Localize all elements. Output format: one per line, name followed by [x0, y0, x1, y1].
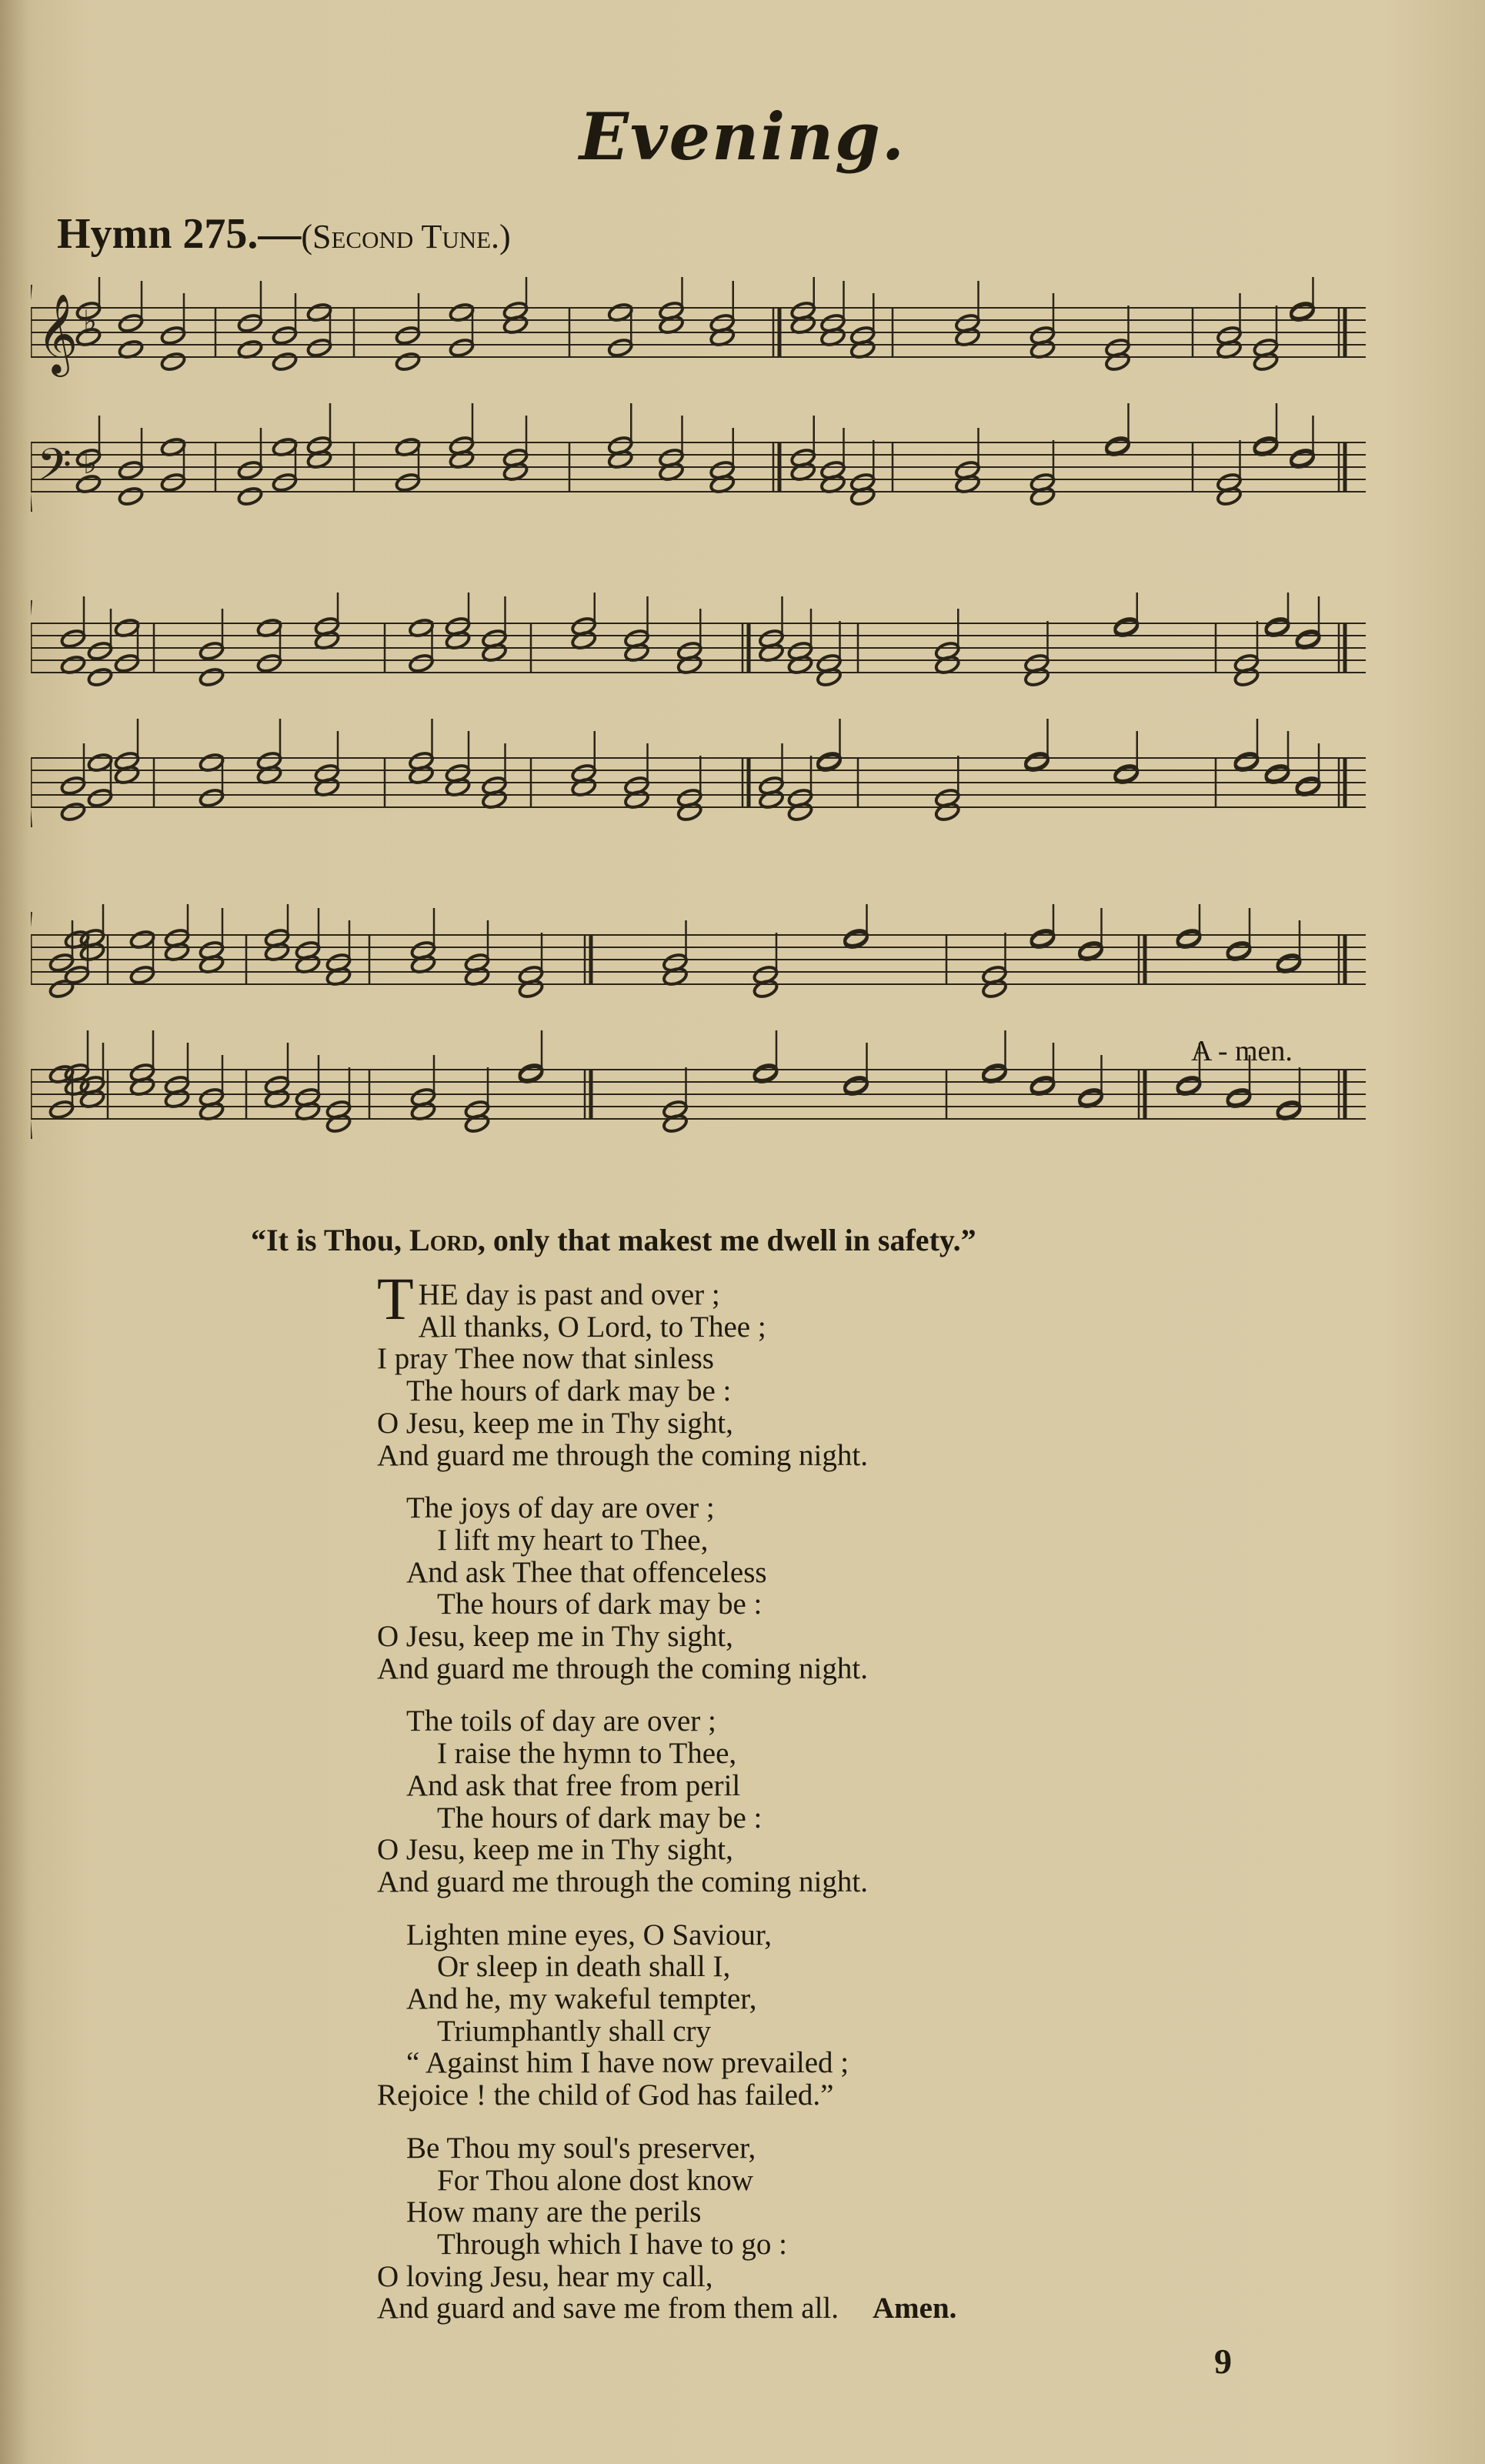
verse-line: And guard me through the coming night.: [377, 1865, 868, 1898]
stanza: [377, 1705, 1223, 1898]
music-system-1: [31, 277, 1373, 531]
note-head: [118, 312, 144, 333]
note-head: [256, 653, 282, 673]
tune-label: (Second Tune.): [301, 218, 511, 255]
epigraph-prefix: “It is Thou,: [251, 1223, 410, 1257]
verse-line: I lift my heart to Thee,: [437, 1523, 709, 1557]
verse-line: Or sleep in death shall I,: [437, 1950, 731, 1984]
note-head: [272, 351, 298, 372]
verse-line: For Thou alone dost know: [437, 2163, 753, 2197]
verse-line: And ask Thee that offenceless: [406, 1555, 767, 1589]
verse-line: Rejoice ! the child of God has failed.”: [377, 2078, 834, 2112]
note-head: [87, 666, 113, 687]
verse-line: And guard me through the coming night.: [377, 1651, 868, 1685]
note-head: [60, 628, 86, 649]
treble-clef-icon: 𝄞: [37, 293, 78, 374]
note-head: [60, 775, 86, 796]
verse-line: The hours of dark may be :: [406, 1374, 732, 1408]
verse-line: Lighten mine eyes, O Saviour,: [406, 1918, 773, 1952]
score-staves-1: [31, 277, 1373, 531]
note-head: [395, 325, 421, 346]
verse-line: I pray Thee now that sinless: [377, 1342, 714, 1376]
note-head: [118, 486, 144, 506]
stanza: [377, 2132, 1223, 2325]
hymn-heading: [57, 209, 511, 259]
note-head: [129, 964, 155, 985]
note-head: [199, 666, 225, 687]
note-head: [160, 472, 186, 492]
epigraph-suffix: , only that makest me dwell in safety.”: [477, 1223, 976, 1257]
verse-line: THE day is past and over ;: [377, 1265, 720, 1332]
music-system-3: [31, 904, 1373, 1174]
verse-line: The hours of dark may be :: [437, 1801, 763, 1835]
note-head: [118, 459, 144, 480]
verse-line-text: And guard and save me from them all.: [377, 2292, 839, 2325]
epigraph: [251, 1222, 976, 1258]
verse-line: [377, 2292, 1223, 2325]
note-head: [607, 337, 633, 358]
note-head: [87, 640, 113, 661]
note-head: [395, 472, 421, 492]
verse-line: Triumphantly shall cry: [437, 2014, 712, 2048]
note-head: [395, 351, 421, 372]
note-head: [60, 801, 86, 822]
verse-line: All thanks, O Lord, to Thee ;: [418, 1310, 766, 1344]
amen-lyric: A - men.: [1191, 1035, 1293, 1067]
note-head: [237, 486, 263, 506]
verse-line: How many are the perils: [406, 2195, 702, 2229]
section-title: Evening.: [579, 98, 906, 175]
note-head: [272, 325, 298, 346]
verse-line: O Jesu, keep me in Thy sight,: [377, 1833, 733, 1867]
stanza: [377, 1919, 1223, 2112]
verse-line: And he, my wakeful tempter,: [406, 1982, 757, 2016]
note-head: [199, 640, 225, 661]
note-head: [306, 337, 332, 358]
note-head: [272, 472, 298, 492]
verse-line: And guard me through the coming night.: [377, 1438, 868, 1472]
music-system-2: [31, 593, 1373, 846]
verse-line: Be Thou my soul's preserver,: [406, 2131, 756, 2165]
verse-line: The toils of day are over ;: [406, 1704, 716, 1738]
verse-line: “ Against him I have now prevailed ;: [406, 2046, 849, 2080]
verse-line: O Jesu, keep me in Thy sight,: [377, 1620, 733, 1654]
verse-line: O loving Jesu, hear my call,: [377, 2259, 713, 2293]
page-number: 9: [1214, 2342, 1232, 2381]
note-head: [237, 459, 263, 480]
verse-line: I raise the hymn to Thee,: [437, 1737, 737, 1771]
bass-clef-icon: 𝄢: [37, 439, 72, 502]
flat-icon: ♭: [83, 304, 97, 338]
stanza: [377, 1265, 1223, 1472]
note-head: [449, 337, 475, 358]
verse-line: The hours of dark may be :: [437, 1588, 763, 1621]
stanza: [377, 1492, 1223, 1684]
verse-line: The joys of day are over ;: [406, 1491, 715, 1525]
amen-text: Amen.: [873, 2292, 957, 2325]
score-staves-2: [31, 593, 1373, 846]
score-staves-3: [31, 904, 1373, 1174]
epigraph-lord: Lord: [409, 1223, 478, 1257]
note-head: [237, 312, 263, 333]
note-head: [199, 787, 225, 808]
hymn-text: [377, 1265, 1223, 2345]
drop-cap: T: [377, 1265, 414, 1332]
verse-line: And ask that free from peril: [406, 1768, 741, 1802]
note-head: [48, 1099, 75, 1120]
verse-line: Through which I have to go :: [437, 2227, 787, 2261]
note-head: [160, 351, 186, 372]
hymn-number: Hymn 275.—: [57, 210, 302, 258]
note-head: [408, 653, 434, 673]
verse-line: O Jesu, keep me in Thy sight,: [377, 1406, 733, 1440]
note-head: [114, 653, 140, 673]
note-head: [87, 787, 113, 808]
note-head: [160, 325, 186, 346]
flat-icon: ♭: [83, 446, 97, 480]
